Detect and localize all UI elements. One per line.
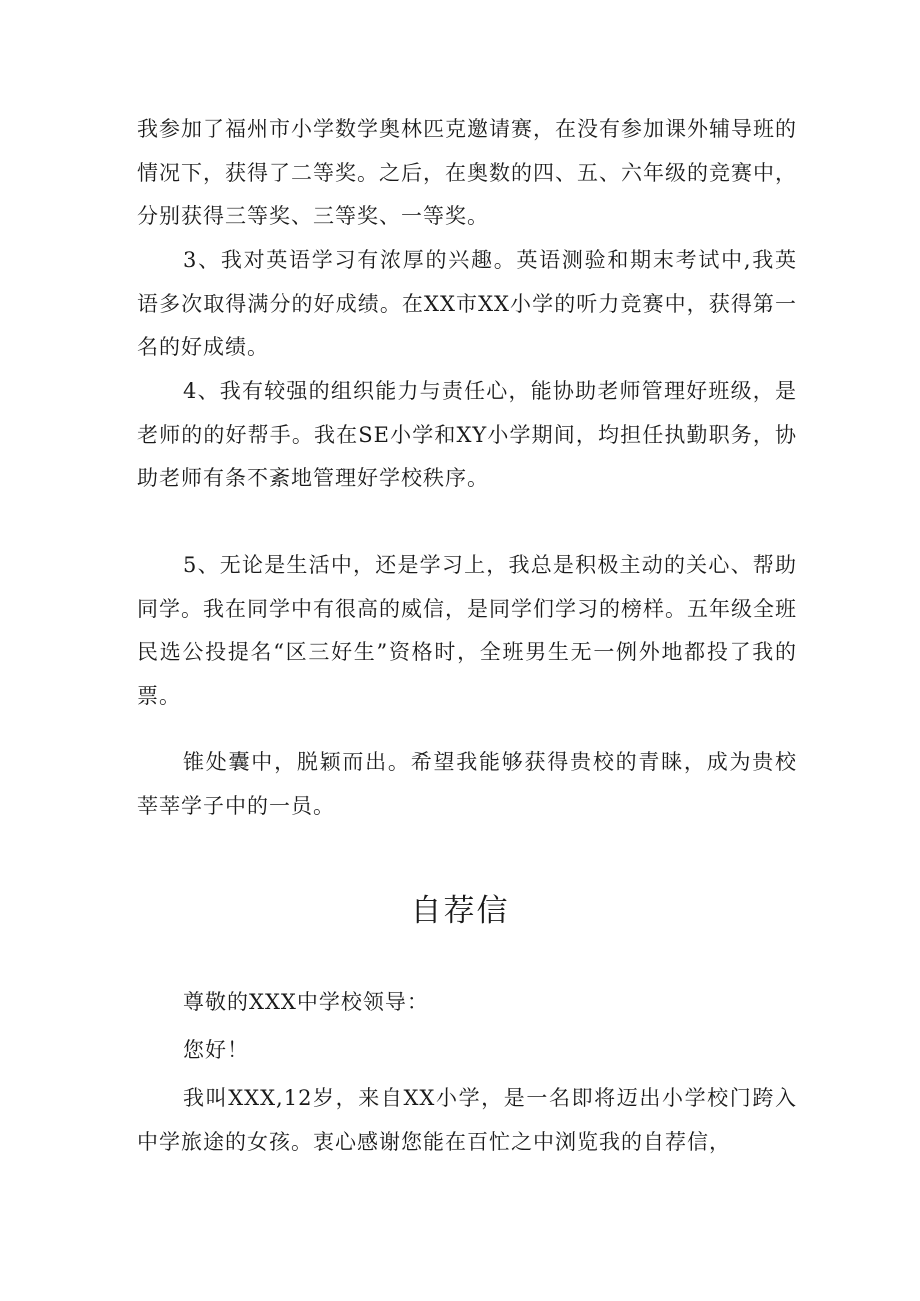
list-item-english: 3、我对英语学习有浓厚的兴趣。英语测验和期末考试中,我英语多次取得满分的好成绩。在XX市XX小学的听力竞赛中，获得第一名的好成绩。 [137,248,797,359]
paragraph-continuation: 我参加了福州市小学数学奥林匹克邀请赛，在没有参加课外辅导班的情况下，获得了二等奖。之后，在奥数的四、五、六年级的竞赛中，分别获得三等奖、三等奖、一等奖。 [137,117,797,228]
letter-greeting: 您好！ [183,1038,249,1062]
letter-salutation: 尊敬的XXX中学校领导： [183,990,429,1014]
closing-paragraph: 锥处囊中，脱颖而出。希望我能够获得贵校的青睐，成为贵校莘莘学子中的一员。 [137,750,797,818]
letter-title: 自荐信 [410,893,510,929]
letter-intro-paragraph: 我叫XXX,12岁，来自XX小学，是一名即将迈出小学校门跨入中学旅途的女孩。衷心感谢您能在百忙之中浏览我的自荐信， [137,1086,797,1154]
list-item-organization: 4、我有较强的组织能力与责任心，能协助老师管理好班级，是老师的的好帮手。我在SE小学和XY小学期间，均担任执勤职务，协助老师有条不紊地管理好学校秩序。 [137,379,797,490]
list-item-helping-classmates: 5、无论是生活中，还是学习上，我总是积极主动的关心、帮助同学。我在同学中有很高的威信，是同学们学习的榜样。五年级全班民选公投提名“区三好生”资格时，全班男生无一例外地都投了我的票。 [137,553,797,708]
